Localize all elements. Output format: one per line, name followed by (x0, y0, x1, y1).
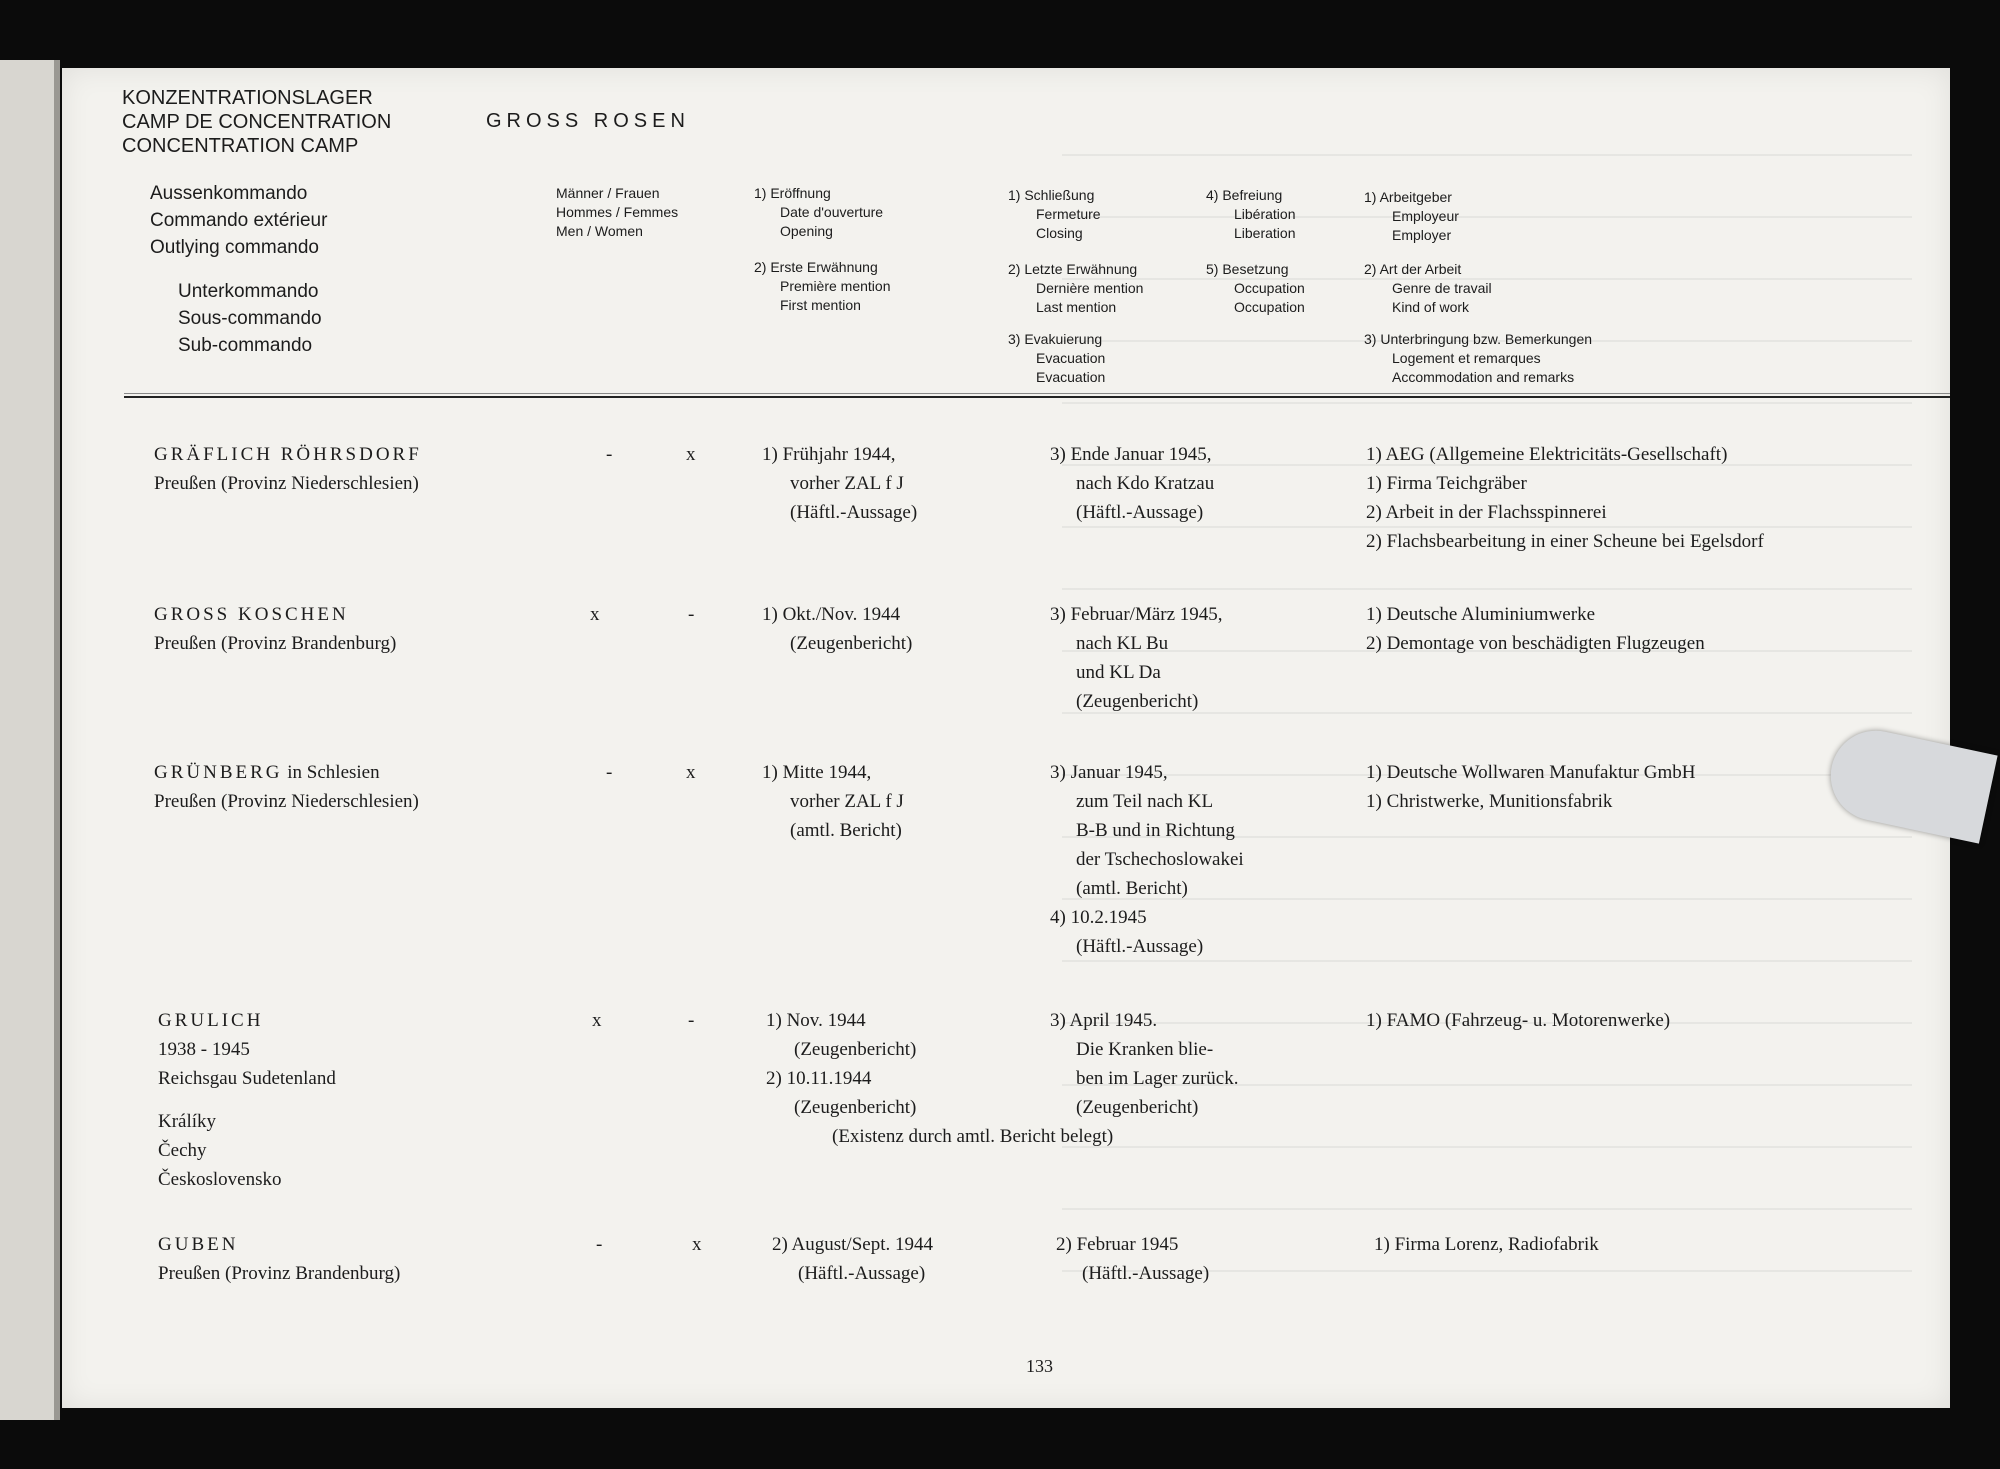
entry-name-block (158, 1230, 400, 1288)
cell-line: 3) Februar/März 1945, (1050, 604, 1223, 625)
first-mention-en: First mention (780, 297, 861, 313)
cell-line: (Zeugenbericht) (790, 633, 913, 654)
cell-line: 2) August/Sept. 1944 (772, 1234, 933, 1255)
liberation-de: 4) Befreiung (1206, 187, 1283, 203)
cell-line: 3) April 1945. (1050, 1010, 1158, 1031)
occupation-fr: Occupation (1234, 280, 1305, 296)
employer-de: 1) Arbeitgeber (1364, 189, 1452, 205)
evacuation-de: 3) Evakuierung (1008, 331, 1103, 347)
cell-line: 2) 10.11.1944 (766, 1068, 872, 1089)
entry-name-block (154, 440, 422, 498)
cell-line: zum Teil nach KL (1076, 791, 1214, 812)
liberation-column-header (1206, 186, 1296, 243)
cell-line: (Häftl.-Aussage) (1082, 1263, 1210, 1284)
entry-region: Preußen (Provinz Brandenburg) (154, 633, 397, 654)
closing-en: Closing (1036, 225, 1083, 241)
closing-cell (1050, 758, 1244, 961)
closing-fr: Fermeture (1036, 206, 1101, 222)
opening-column-header (754, 184, 883, 241)
women-mark: x (686, 444, 696, 465)
last-mention-en: Last mention (1036, 299, 1117, 315)
entry-region: Preußen (Provinz Niederschlesien) (154, 473, 419, 494)
first-mention-de: 2) Erste Erwähnung (754, 259, 878, 275)
cell-line: nach Kdo Kratzau (1076, 473, 1215, 494)
evacuation-column-header (1008, 330, 1105, 387)
opening-de: 1) Eröffnung (754, 185, 831, 201)
men-mark: - (606, 762, 613, 783)
cell-line: (Häftl.-Aussage) (790, 502, 918, 523)
entry-region: Preußen (Provinz Brandenburg) (158, 1263, 401, 1284)
cell-line: 2) Februar 1945 (1056, 1234, 1179, 1255)
cell-line: 4) 10.2.1945 (1050, 907, 1147, 928)
accommodation-en: Accommodation and remarks (1392, 369, 1575, 385)
entry-region: Preußen (Provinz Niederschlesien) (154, 791, 419, 812)
outlying-commando-label (150, 180, 327, 261)
cell-line: vorher ZAL f J (790, 473, 904, 494)
entry-name: GRÜNBERG (154, 762, 283, 783)
cell-line: (Häftl.-Aussage) (1076, 502, 1204, 523)
liberation-fr: Libération (1234, 206, 1296, 222)
opening-cell (766, 1006, 916, 1122)
camp-name: GROSS ROSEN (486, 110, 690, 132)
cell-line: der Tschechoslowakei (1076, 849, 1244, 870)
women-mark: x (686, 762, 696, 783)
cell-line: (amtl. Bericht) (1076, 878, 1188, 899)
entry-region-local: Králíky (158, 1111, 217, 1132)
cell-line: B-B und in Richtung (1076, 820, 1235, 841)
gender-de: Männer / Frauen (556, 185, 660, 201)
entry-name-suffix: in Schlesien (287, 762, 380, 783)
opening-fr: Date d'ouverture (780, 204, 884, 220)
entry-region-local: Československo (158, 1169, 282, 1190)
entry-name-block (158, 1006, 336, 1194)
header-divider-thin (124, 393, 1950, 394)
cell-line: (Zeugenbericht) (1076, 1097, 1199, 1118)
opening-cell (762, 440, 917, 527)
closing-column-header (1008, 186, 1101, 243)
cell-line: (amtl. Bericht) (790, 820, 902, 841)
men-mark: x (590, 604, 600, 625)
entry-name: GRULICH (158, 1010, 264, 1031)
page-number: 133 (1026, 1356, 1053, 1376)
cell-line: Die Kranken blie- (1076, 1039, 1214, 1060)
cell-line: nach KL Bu (1076, 633, 1169, 654)
last-mention-column-header (1008, 260, 1143, 317)
outlying-fr: Commando extérieur (150, 210, 328, 231)
title-line-en: CONCENTRATION CAMP (122, 135, 359, 157)
evacuation-fr: Evacuation (1036, 350, 1106, 366)
cell-line: 1) Frühjahr 1944, (762, 444, 896, 465)
accommodation-column-header (1364, 330, 1592, 387)
header-divider (124, 396, 1950, 398)
occupation-column-header (1206, 260, 1305, 317)
cell-line: (Zeugenbericht) (1076, 691, 1199, 712)
existence-note: (Existenz durch amtl. Bericht belegt) (832, 1126, 1114, 1147)
work-cell (1366, 1006, 1670, 1035)
women-mark: - (688, 1010, 695, 1031)
work-en: Kind of work (1392, 299, 1470, 315)
opening-cell (762, 758, 904, 845)
gender-en: Men / Women (556, 223, 643, 239)
men-mark: x (592, 1010, 602, 1031)
cell-line: 2) Flachsbearbeitung in einer Scheune bei Egelsdorf (1366, 531, 1764, 552)
opening-cell (762, 600, 912, 658)
cell-line: 1) Christwerke, Munitionsfabrik (1366, 791, 1613, 812)
outlying-de: Aussenkommando (150, 183, 308, 204)
closing-cell (1056, 1230, 1209, 1288)
work-cell (1374, 1230, 1599, 1259)
liberation-en: Liberation (1234, 225, 1296, 241)
employer-fr: Employeur (1392, 208, 1459, 224)
gender-fr: Hommes / Femmes (556, 204, 679, 220)
employer-column-header (1364, 188, 1459, 245)
cell-line: 1) Nov. 1944 (766, 1010, 866, 1031)
cell-line: (Zeugenbericht) (794, 1097, 917, 1118)
cell-line: (Häftl.-Aussage) (798, 1263, 926, 1284)
cell-line: 2) Demontage von beschädigten Flugzeugen (1366, 633, 1705, 654)
men-mark: - (606, 444, 613, 465)
cell-line: (Zeugenbericht) (794, 1039, 917, 1060)
closing-cell (1050, 1006, 1238, 1122)
entry-name-block (154, 758, 419, 816)
work-column-header (1364, 260, 1492, 317)
sub-fr: Sous-commando (178, 308, 322, 329)
men-mark: - (596, 1234, 603, 1255)
closing-de: 1) Schließung (1008, 187, 1095, 203)
entry-name: GRÄFLICH RÖHRSDORF (154, 444, 422, 465)
cell-line: 1) Mitte 1944, (762, 762, 872, 783)
gender-column-header (556, 184, 678, 241)
work-cell (1366, 600, 1705, 658)
work-cell (1366, 758, 1695, 816)
left-page-edge (0, 60, 60, 1420)
page-title (122, 86, 391, 158)
women-mark: x (692, 1234, 702, 1255)
cell-line: 1) Okt./Nov. 1944 (762, 604, 901, 625)
evacuation-en: Evacuation (1036, 369, 1106, 385)
opening-en: Opening (780, 223, 833, 239)
cell-line: 1) AEG (Allgemeine Elektricitäts-Gesellschaft) (1366, 444, 1728, 465)
cell-line: (Häftl.-Aussage) (1076, 936, 1204, 957)
sub-commando-label (178, 278, 322, 359)
title-line-fr: CAMP DE CONCENTRATION (122, 111, 392, 133)
accommodation-de: 3) Unterbringung bzw. Bemerkungen (1364, 331, 1593, 347)
first-mention-fr: Première mention (780, 278, 891, 294)
document-page (62, 68, 1950, 1408)
sub-de: Unterkommando (178, 281, 319, 302)
last-mention-de: 2) Letzte Erwähnung (1008, 261, 1138, 277)
entry-name: GUBEN (158, 1234, 239, 1255)
closing-cell (1050, 440, 1214, 527)
opening-cell (772, 1230, 933, 1288)
cell-line: und KL Da (1076, 662, 1161, 683)
cell-line: 1) Deutsche Aluminiumwerke (1366, 604, 1596, 625)
entry-region: Reichsgau Sudetenland (158, 1068, 336, 1089)
work-de: 2) Art der Arbeit (1364, 261, 1462, 277)
cell-line: 1) Firma Lorenz, Radiofabrik (1374, 1234, 1599, 1255)
occupation-de: 5) Besetzung (1206, 261, 1289, 277)
cell-line: ben im Lager zurück. (1076, 1068, 1239, 1089)
cell-line: 2) Arbeit in der Flachsspinnerei (1366, 502, 1607, 523)
cell-line: 3) Ende Januar 1945, (1050, 444, 1212, 465)
sub-en: Sub-commando (178, 335, 313, 356)
cell-line: 1) Deutsche Wollwaren Manufaktur GmbH (1366, 762, 1696, 783)
cell-line: 3) Januar 1945, (1050, 762, 1168, 783)
entry-region-local: Čechy (158, 1140, 207, 1161)
cell-line: vorher ZAL f J (790, 791, 904, 812)
outlying-en: Outlying commando (150, 237, 319, 258)
entry-name-block (154, 600, 396, 658)
accommodation-fr: Logement et remarques (1392, 350, 1541, 366)
entry-years: 1938 - 1945 (158, 1039, 250, 1060)
first-mention-column-header (754, 258, 891, 315)
cell-line: 1) FAMO (Fahrzeug- u. Motorenwerke) (1366, 1010, 1671, 1031)
occupation-en: Occupation (1234, 299, 1305, 315)
title-line-de: KONZENTRATIONSLAGER (122, 87, 373, 109)
cell-line: 1) Firma Teichgräber (1366, 473, 1527, 494)
entry-name: GROSS KOSCHEN (154, 604, 349, 625)
employer-en: Employer (1392, 227, 1452, 243)
work-fr: Genre de travail (1392, 280, 1492, 296)
last-mention-fr: Dernière mention (1036, 280, 1144, 296)
women-mark: - (688, 604, 695, 625)
work-cell (1366, 440, 1764, 556)
closing-cell (1050, 600, 1223, 716)
